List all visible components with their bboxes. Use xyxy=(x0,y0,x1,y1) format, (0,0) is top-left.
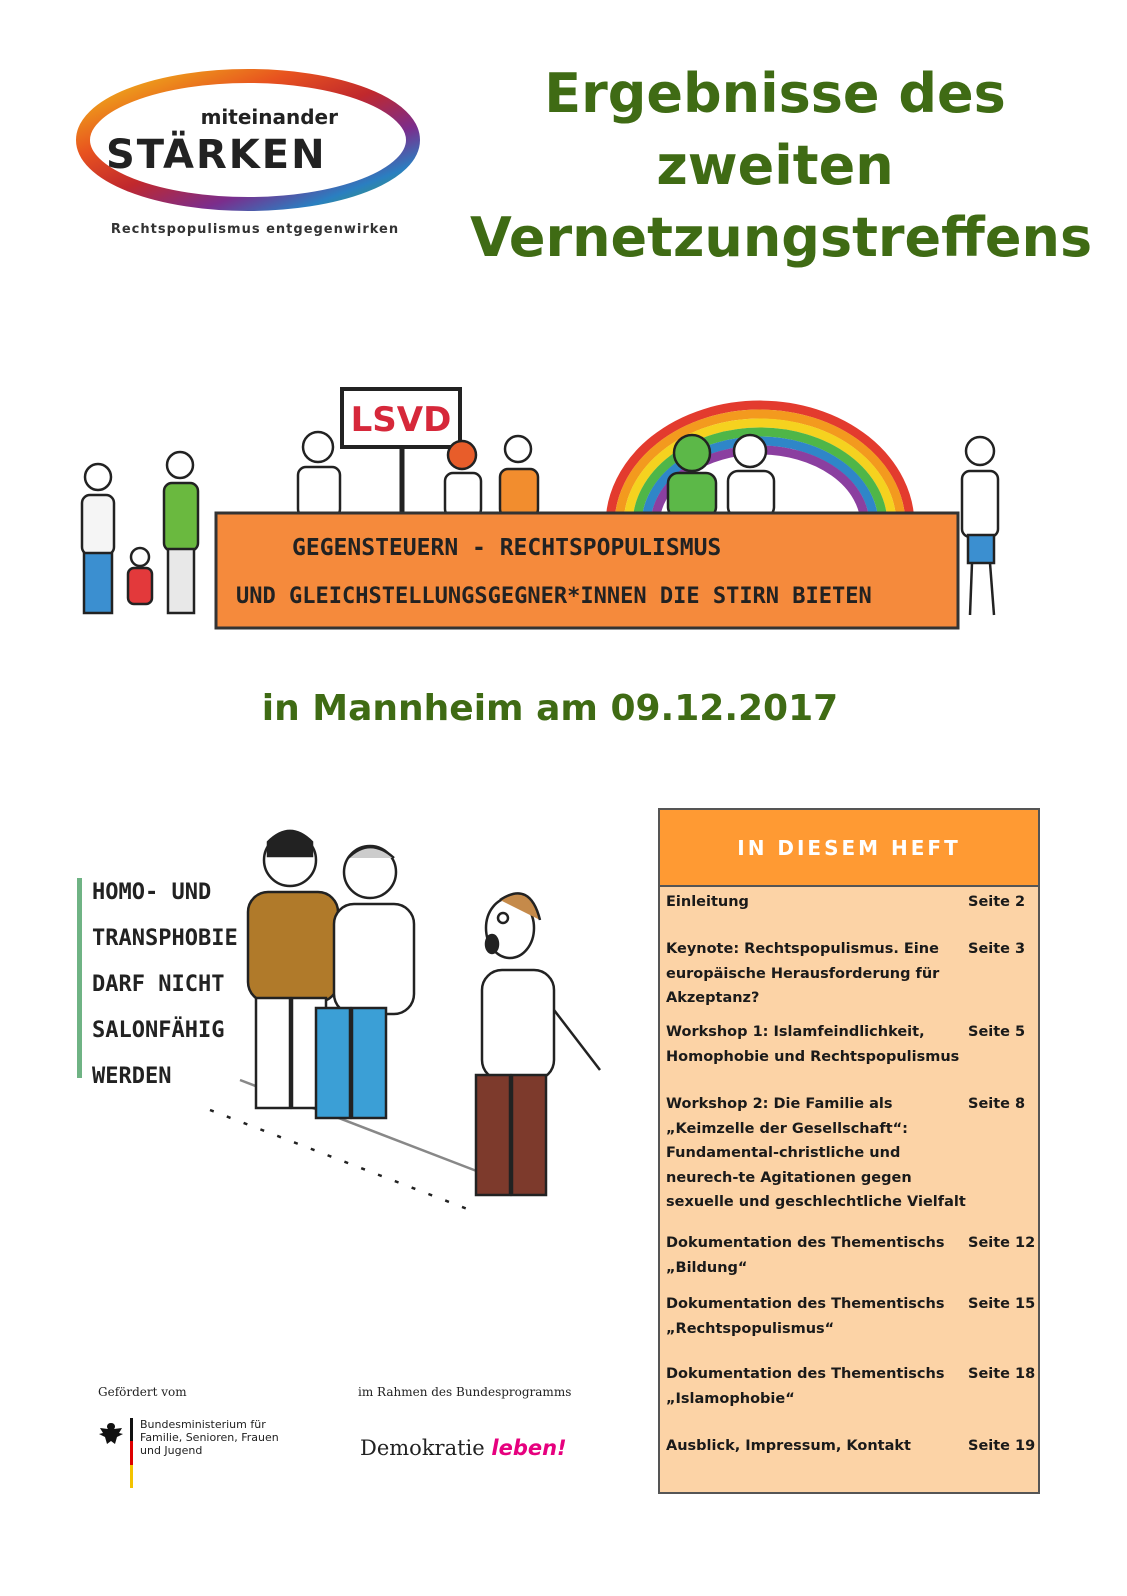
toc-item-title: Keynote: Rechtspopulismus. Eine europäische Herausforderung für Akzeptanz? xyxy=(666,941,940,1006)
toc-item-title: Dokumentation des Thementischs „Rechtspopulismus“ xyxy=(666,1296,945,1337)
toc-item-title: Dokumentation des Thementischs „Bildung“ xyxy=(666,1235,945,1276)
banner-cloth xyxy=(216,513,958,628)
demokratie-word: Demokratie xyxy=(360,1436,485,1460)
couple-illustration xyxy=(200,820,630,1220)
phobia-line: DARF NICHT xyxy=(92,972,225,997)
funded-by-label: Gefördert vom xyxy=(98,1385,187,1399)
page-title xyxy=(470,58,1093,274)
miteinander-staerken-logo xyxy=(70,68,430,248)
logo-line2: STÄRKEN xyxy=(106,132,327,178)
toc-item-page: Seite 5 xyxy=(968,1024,1026,1040)
banner-line-1: GEGENSTEUERN - RECHTSPOPULISMUS xyxy=(292,535,722,561)
banner-illustration xyxy=(70,385,1070,650)
phobia-line: WERDEN xyxy=(92,1064,172,1089)
lsvd-sign xyxy=(342,389,460,515)
german-flag-stripe xyxy=(130,1418,133,1488)
toc-item-page: Seite 2 xyxy=(968,894,1026,910)
title-line-1: Ergebnisse des xyxy=(544,62,1006,125)
phobia-line: HOMO- UND xyxy=(92,880,212,905)
toc-item-title: Workshop 2: Die Familie als „Keimzelle der Gesellschaft“: Fundamental-christliche und neurech-te Agitationen gegen sexuelle und geschlechtliche Vielfalt xyxy=(666,1096,966,1210)
toc-item-page: Seite 3 xyxy=(968,941,1026,957)
phobia-line: TRANSPHOBIE xyxy=(92,926,238,951)
event-subtitle: in Mannheim am 09.12.2017 xyxy=(261,688,839,729)
ministry-name: Bundesministerium für Familie, Senioren, Frauen und Jugend xyxy=(140,1418,279,1457)
toc-item-page: Seite 12 xyxy=(968,1235,1036,1251)
toc-item-title: Einleitung xyxy=(666,894,749,910)
toc-item-page: Seite 8 xyxy=(968,1096,1026,1112)
toc-item-title: Dokumentation des Thementischs „Islamophobie“ xyxy=(666,1366,945,1407)
demokratie-leben-logo xyxy=(360,1436,567,1460)
toc-item-page: Seite 18 xyxy=(968,1366,1036,1382)
title-line-3: Vernetzungstreffens xyxy=(470,206,1093,269)
federal-eagle-icon xyxy=(96,1420,126,1450)
program-label: im Rahmen des Bundesprogramms xyxy=(358,1385,572,1399)
sign-text: LSVD xyxy=(350,400,452,440)
toc-item-page: Seite 15 xyxy=(968,1296,1036,1312)
leben-word: leben! xyxy=(491,1436,567,1460)
toc-header: IN DIESEM HEFT xyxy=(660,810,1038,887)
table-of-contents xyxy=(658,808,1040,1494)
logo-tagline: Rechtspopulismus entgegenwirken xyxy=(110,222,400,237)
toc-item-title: Ausblick, Impressum, Kontakt xyxy=(666,1438,911,1454)
phobia-line: SALONFÄHIG xyxy=(92,1018,225,1043)
banner-line-2: UND GLEICHSTELLUNGSGEGNER*INNEN DIE STIRN BIETEN xyxy=(236,584,872,609)
toc-item-page: Seite 19 xyxy=(968,1438,1036,1454)
logo-line1: miteinander xyxy=(200,105,338,129)
title-line-2: zweiten xyxy=(656,134,894,197)
quote-bar xyxy=(77,878,82,1078)
toc-item-title: Workshop 1: Islamfeindlichkeit, Homophobie und Rechtspopulismus xyxy=(666,1024,960,1065)
